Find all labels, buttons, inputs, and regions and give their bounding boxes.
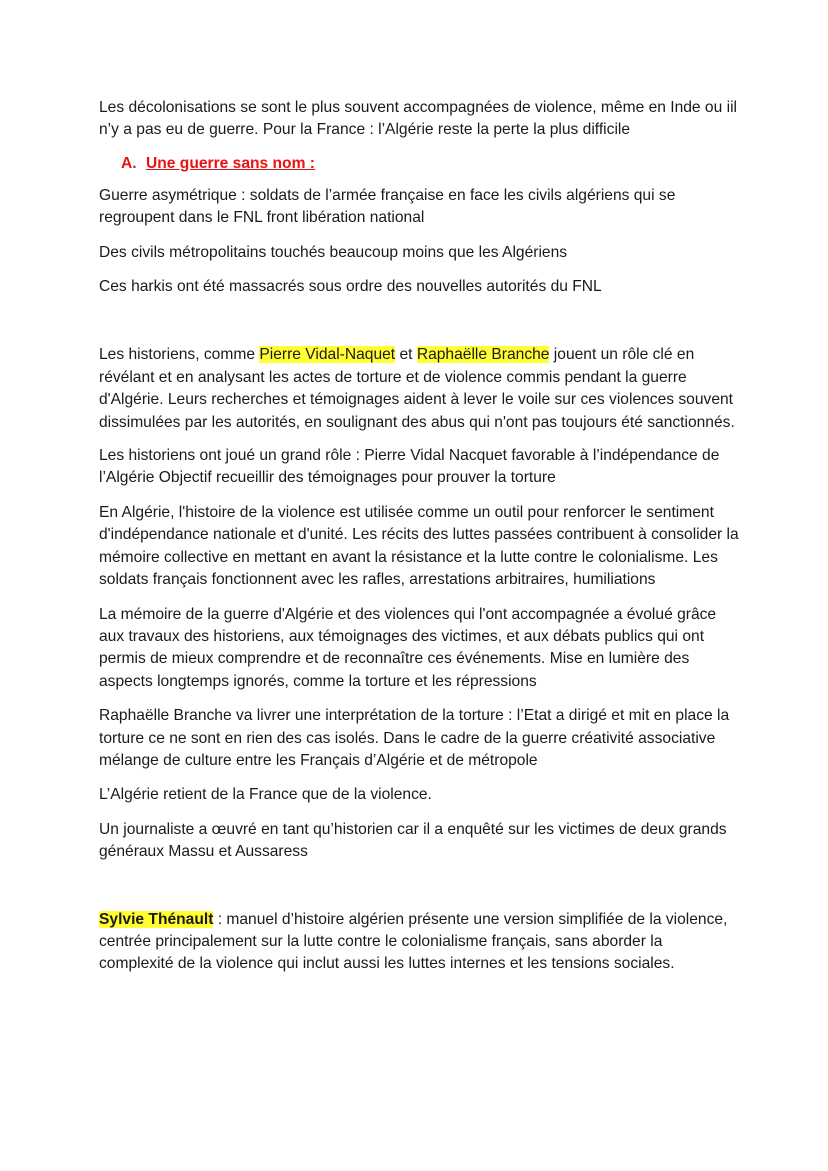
highlight-branche: Raphaëlle Branche (416, 346, 550, 364)
paragraph-historians (99, 344, 739, 434)
paragraph-memory-evolution: La mémoire de la guerre d'Algérie et des violences qui l'ont accompagnée a évolué grâce aux travaux des historiens, aux témoignages des victimes, et aux débats publics qui ont permis de mieux comprendre et de reconnaître ces événements. Mise en lumière des aspects longtemps ignorés, comme la torture et les répressions (99, 605, 717, 690)
section-heading-a (121, 153, 739, 175)
paragraph-algeria-memory: En Algérie, l'histoire de la violence est utilisée comme un outil pour renforcer le sentiment d'indépendance nationale et d'unité. Les récits des luttes passées contribuent à consolider la mémoire collective en mettant en avant la résistance et la lutte contre le colonialisme. Les soldats français fonctionnent avec les rafles, arrestations arbitraires, humiliations (99, 503, 739, 589)
thenault-rest: : manuel d’histoire algérien présente une version simplifiée de la violence, centrée principalement sur la lutte contre le colonialisme français, sans aborder la complexité de la violence qui inclut aussi les luttes internes et les tensions sociales. (99, 910, 728, 973)
intro-paragraph: Les décolonisations se sont le plus souvent accompagnées de violence, même en Inde ou iil n’y a pas eu de guerre. Pour la France : l’Algérie reste la perte la plus difficile (99, 99, 738, 139)
highlight-vidal-naquet: Pierre Vidal-Naquet (259, 346, 396, 364)
historians-prefix: Les historiens, comme (99, 346, 260, 364)
paragraph-civilians: Des civils métropolitains touchés beaucoup moins que les Algériens (99, 243, 568, 261)
paragraph-asymmetric-war: Guerre asymétrique : soldats de l’armée française en face les civils algériens qui se regroupent dans le FNL front libération national (99, 186, 676, 227)
document-body (99, 97, 739, 976)
paragraph-branche-interpretation: Raphaëlle Branche va livrer une interprétation de la torture : l’Etat a dirigé et mit en place la torture ce ne sont en rien des cas isolés. Dans le cadre de la guerre créativité associative mélange de culture entre les Français d’Algérie et de métropole (99, 707, 730, 769)
historians-rest: jouent un rôle clé en révélant et en analysant les actes de torture et de violence commis pendant la guerre d'Algérie. Leurs recherches et témoignages aident à lever le voile sur ces violences souvent dissimulées par les autorités, en soulignant des abus qui n'ont pas toujours été sanctionnés. (99, 346, 735, 431)
highlight-thenault: Sylvie Thénault (99, 910, 214, 928)
section-marker: A. (121, 154, 137, 172)
section-title: Une guerre sans nom : (146, 154, 315, 172)
paragraph-historians-role: Les historiens ont joué un grand rôle : Pierre Vidal Nacquet favorable à l’indépendance de l’Algérie Objectif recueillir des témoignages pour prouver la torture (99, 447, 720, 487)
paragraph-journalist: Un journaliste a œuvré en tant qu’historien car il a enquêté sur les victimes de deux grands généraux Massu et Aussaress (99, 820, 727, 861)
paragraph-algeria-violence: L’Algérie retient de la France que de la violence. (99, 786, 432, 804)
historians-mid: et (395, 346, 417, 364)
paragraph-thenault (99, 909, 739, 976)
paragraph-harkis: Ces harkis ont été massacrés sous ordre des nouvelles autorités du FNL (99, 278, 602, 296)
